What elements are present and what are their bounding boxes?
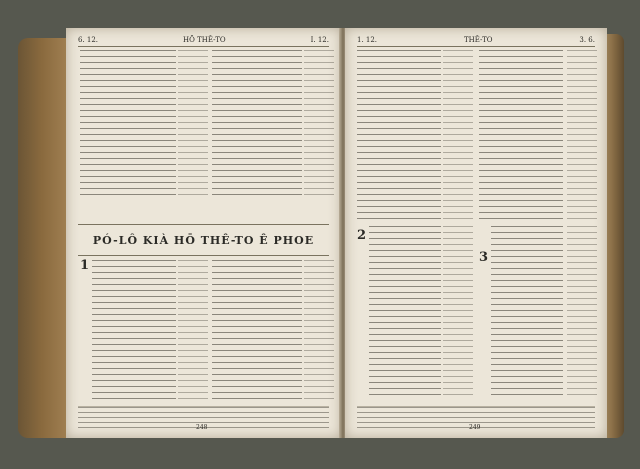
reference-column — [443, 50, 473, 220]
text-column — [369, 226, 441, 400]
reference-column — [304, 50, 334, 200]
text-column — [357, 50, 441, 220]
reference-column — [443, 226, 473, 400]
text-column — [80, 50, 176, 200]
text-column — [491, 226, 563, 400]
open-book — [58, 28, 610, 448]
running-head-left: 6. 12. — [78, 36, 99, 44]
reference-column — [567, 50, 597, 220]
running-head-right: I. 12. — [310, 36, 329, 44]
page-number: 248 — [196, 424, 208, 431]
running-head — [78, 36, 329, 47]
right-page — [345, 28, 607, 438]
reference-column — [304, 260, 334, 400]
running-head-left: 1. 12. — [357, 36, 378, 44]
chapter-number: 2 — [357, 228, 367, 243]
text-column — [212, 260, 302, 400]
running-head-center: HŌ THÊ-TO — [183, 36, 226, 44]
reference-column — [567, 226, 597, 400]
text-column — [92, 260, 176, 400]
running-head-center: THÊ-TO — [463, 36, 493, 44]
reference-column — [178, 50, 208, 200]
running-head — [357, 36, 595, 47]
chapter-number: 3 — [479, 250, 489, 265]
chapter-number: 1 — [80, 258, 90, 273]
text-column — [479, 50, 563, 220]
text-column — [212, 50, 302, 200]
left-page — [66, 28, 341, 438]
book-title: PÓ-LÔ KIÀ HŌ THÊ-TO Ê PHOE — [78, 224, 329, 256]
page-number: 249 — [469, 424, 481, 431]
reference-column — [178, 260, 208, 400]
running-head-right: 3. 6. — [579, 36, 595, 44]
